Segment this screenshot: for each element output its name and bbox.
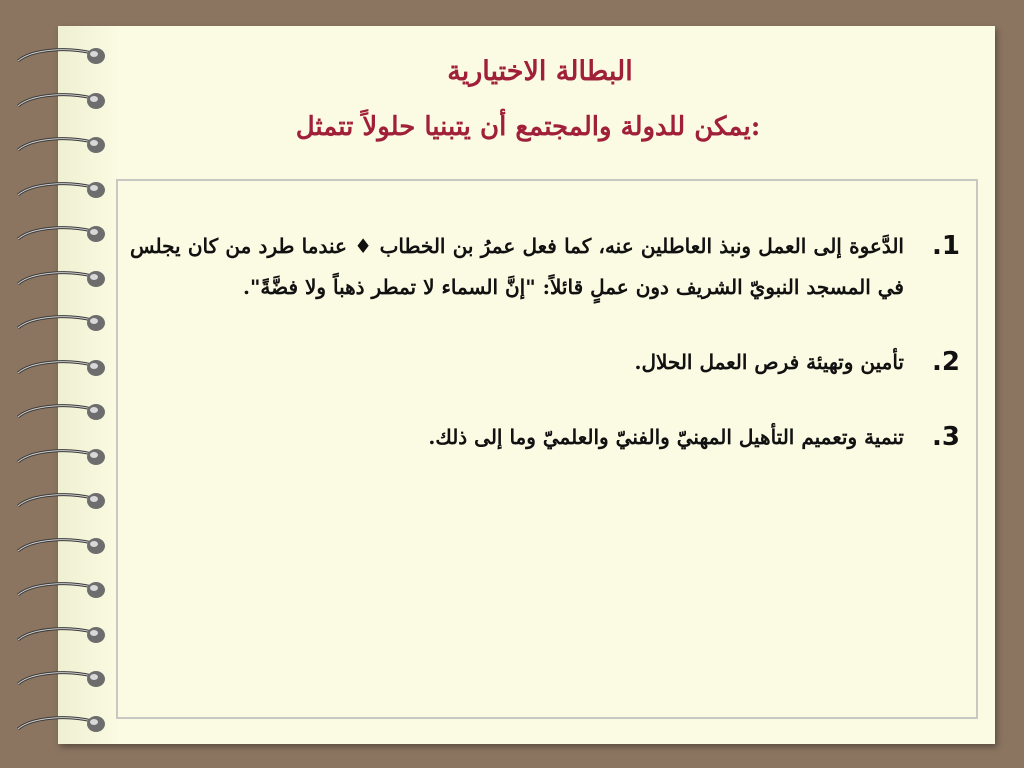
list-item [130,226,960,308]
binding-ring [12,134,108,156]
binding-ring [12,713,108,735]
binding-ring [12,624,108,646]
binding-ring [12,357,108,379]
content-box [116,179,978,719]
page-title: البطالة الاختيارية [447,56,633,87]
binding-ring [12,268,108,290]
list-item-text: تأمين وتهيئة فرص العمل الحلال. [634,350,904,374]
list-item [130,417,960,458]
binding-ring [12,579,108,601]
binding-ring [12,179,108,201]
binding-ring [12,446,108,468]
binding-ring [12,90,108,112]
page-subtitle: يمكن للدولة والمجتمع أن يتبنيا حلولاً تتمثل: [295,112,761,142]
list-item [130,342,960,383]
list-item-number: 2. [932,347,960,377]
list-item-number: 1. [932,231,960,261]
list-item-text: تنمية وتعميم التأهيل المهنيّ والفنيّ والعلميّ وما إلى ذلك. [428,425,904,449]
binding-ring [12,401,108,423]
binding-ring [12,490,108,512]
binding-ring [12,45,108,67]
solutions-list [130,226,960,492]
binding-ring [12,668,108,690]
list-item-number: 3. [932,422,960,452]
list-item-text: الدَّعوة إلى العمل ونبذ العاطلين عنه، كما فعل عمرُ بن الخطاب ♦ عندما طرد من كان يجلس في المسجد النبويّ الشريف دون عملٍ قائلاً: "إنَّ السماء لا تمطر ذهباً ولا فضَّةً". [130,234,904,299]
binding-ring [12,535,108,557]
binding-ring [12,312,108,334]
binding-ring [12,223,108,245]
